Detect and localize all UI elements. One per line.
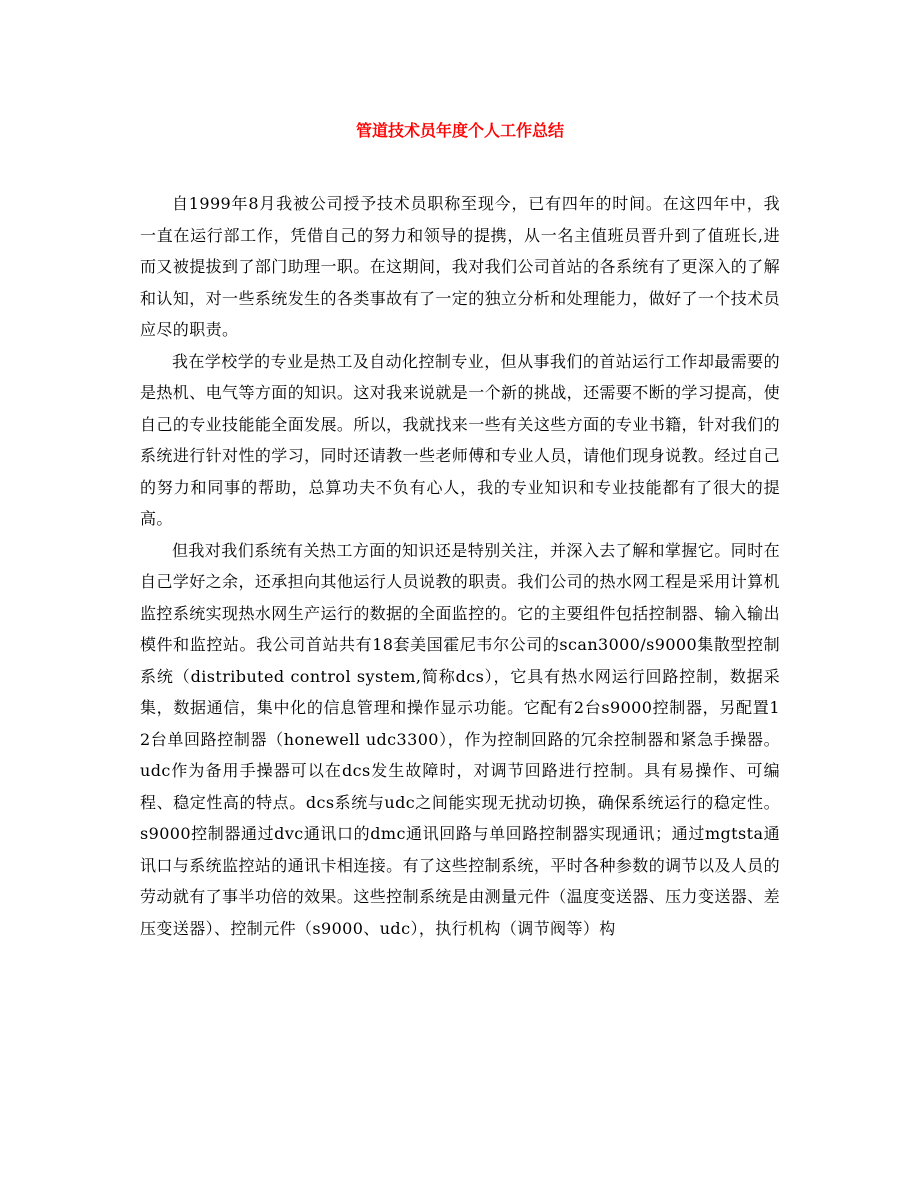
document-title: 管道技术员年度个人工作总结 [355,121,564,140]
paragraph-3: 但我对我们系统有关热工方面的知识还是特别关注，并深入去了解和掌握它。同时在自己学好之余，还承担向其他运行人员说教的职责。我们公司的热水网工程是采用计算机监控系统实现热水网生产运行的数据的全面监控的。它的主要组件包括控制器、输入输出模件和监控站。我公司首站共有18套美国霍尼韦尔公司的scan3000/s9000集散型控制系统（distributed control system,简称dcs），它具有热水网运行回路控制，数据采集，数据通信，集中化的信息管理和操作显示功能。它配有2台s9000控制器，另配置12台单回路控制器（honewell udc3300），作为控制回路的冗余控制器和紧急手操器。udc作为备用手操器可以在dcs发生故障时，对调节回路进行控制。具有易操作、可编程、稳定性高的特点。dcs系统与udc之间能实现无扰动切换，确保系统运行的稳定性。s9000控制器通过dvc通讯口的dmc通讯回路与单回路控制器实现通讯；通过mgtsta通讯口与系统监控站的通讯卡相连接。有了这些控制系统，平时各种参数的调节以及人员的劳动就有了事半功倍的效果。这些控制系统是由测量元件（温度变送器、压力变送器、差压变送器）、控制元件（s9000、udc），执行机构（调节阀等）构 [140,540,780,938]
paragraph-1: 自1999年8月我被公司授予技术员职称至现今，已有四年的时间。在这四年中，我一直在运行部工作，凭借自己的努力和领导的提携，从一名主值班员晋升到了值班长,进而又被提拔到了部门助理一职。在这期间，我对我们公司首站的各系统有了更深入的了解和认知，对一些系统发生的各类事故有了一定的独立分析和处理能力，做好了一个技术员应尽的职责。 [140,194,780,339]
paragraph-2: 我在学校学的专业是热工及自动化控制专业，但从事我们的首站运行工作却最需要的是热机、电气等方面的知识。这对我来说就是一个新的挑战，还需要不断的学习提高，使自己的专业技能能全面发展。所以，我就找来一些有关这些方面的专业书籍，针对我们的系统进行针对性的学习，同时还请教一些老师傅和专业人员，请他们现身说教。经过自己的努力和同事的帮助，总算功夫不负有心人，我的专业知识和专业技能都有了很大的提高。 [140,351,780,528]
document-body [140,188,780,944]
